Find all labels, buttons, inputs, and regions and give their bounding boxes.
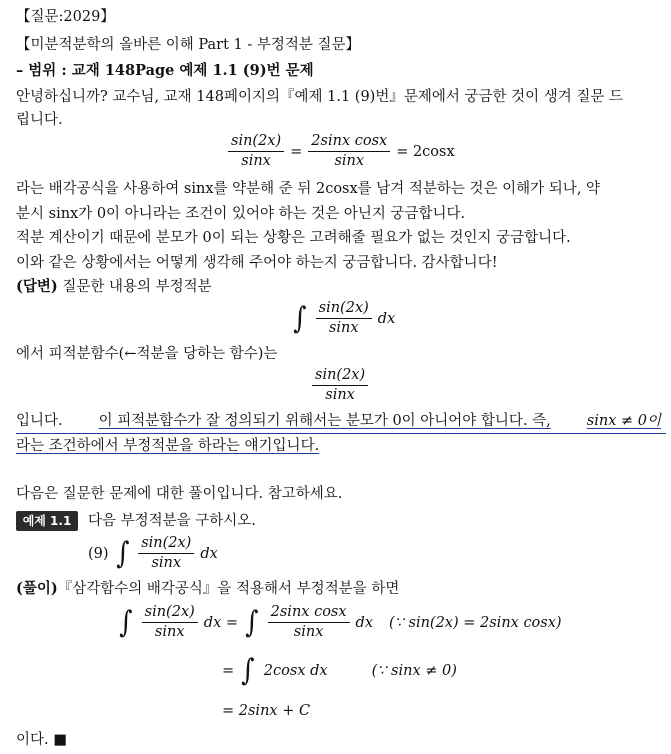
solution-step-1 [118, 603, 562, 642]
example-badge: 예제 1.1 [16, 511, 78, 531]
doc-title: 【미분적분학의 올바른 이해 Part 1 - 부정적분 질문】 [16, 37, 361, 53]
identity-equation: $\frac{\sin(2x)}{\sin x}$ = $\frac{\text{2sinx cosx}}{\sin x}$ = 2cosx [228, 132, 455, 171]
solution-lead: 『삼각함수의 배각공식』을 적용해서 부정적분을 하면 [57, 581, 400, 597]
answer-integral-num: sin(2x) [316, 299, 372, 319]
answer-underlined-2 [16, 436, 319, 456]
answer-lead-line [16, 277, 212, 297]
identity-lhs-num: sin(2x) [228, 132, 284, 152]
answer-underlined-1 [16, 411, 661, 431]
answer-integral-dx: dx [377, 310, 396, 327]
s3-body: = 2sinx + C [222, 703, 311, 719]
answer-integrand [312, 366, 368, 405]
answer-u1-condition: sinx ≠ 0이 [586, 413, 661, 429]
identity-rhs: = 2cosx [396, 143, 455, 160]
answer-integral-den: sinx [328, 320, 359, 336]
answer-integrand-num: sin(2x) [312, 366, 368, 386]
identity-mid-num: 2sinx cosx [308, 132, 390, 152]
s1-num: sin(2x) [142, 603, 198, 623]
example-prompt: 다음 부정적분을 구하시오. [88, 513, 256, 529]
question-intro-a: 안녕하십니까? 교수님, 교재 148페이지의『예제 1.1 (9)번』문제에서 궁금한 것이 생겨 질문 드 [16, 89, 623, 105]
question-id: 【질문:2029】 [16, 9, 115, 25]
s1-rden: sinx [293, 624, 324, 640]
s1-den: sinx [154, 624, 185, 640]
answer-closing: 다음은 질문한 문제에 대한 풀이입니다. 참고하세요. [16, 486, 343, 502]
solution-step-2 [222, 653, 457, 688]
question-p2: 적분 계산이기 때문에 분모가 0이 되는 상황은 고려해줄 필요가 없는 것인지 궁금합니다. [16, 230, 571, 246]
s1-rnum: 2sinx cosx [268, 603, 350, 623]
identity-lhs-den: sinx [241, 153, 271, 169]
example-den: sinx [151, 555, 182, 571]
question-p1a: 라는 배각공식을 사용하여 sinx를 약분해 준 뒤 2cosx를 남겨 적분하는 것은 이해가 되나, 약 [16, 181, 601, 197]
s1-dx: dx = [203, 614, 238, 631]
solution-lead-line [16, 579, 399, 599]
question-p3: 이와 같은 상황에서는 어떻게 생각해 주어야 하는지 궁금합니다. 감사합니다! [16, 255, 498, 271]
s1-rdx: dx [355, 614, 374, 631]
solution-end: 이다. ■ [16, 732, 67, 748]
question-p1b: 분시 sinx가 0이 아니라는 조건이 있어야 하는 것은 아닌지 궁금합니다. [16, 206, 466, 222]
scope-line: – 범위 : 교재 148Page 예제 1.1 (9)번 문제 [16, 62, 314, 79]
identity-mid-den: sinx [334, 153, 365, 169]
answer-u1-underlined: 이 피적분함수가 잘 정의되기 위해서는 분모가 0이 아니어야 합니다. 즉, [98, 413, 551, 429]
example-item-number: (9) [88, 545, 109, 562]
s2-eq: = [222, 663, 235, 679]
answer-integrand-den: sinx [325, 387, 355, 403]
underline-continuation [16, 433, 666, 434]
answer-u1-pre: 입니다. [16, 413, 63, 429]
example-dx: dx [200, 545, 218, 562]
answer-u2-text: 라는 조건하에서 부정적분을 하라는 얘기입니다. [16, 438, 320, 454]
answer-integral [292, 299, 395, 338]
integrand-line: 에서 피적분함수(←적분을 당하는 함수)는 [16, 346, 278, 362]
example-num: sin(2x) [138, 534, 194, 554]
answer-lead: 질문한 내용의 부정적분 [57, 279, 212, 295]
integral-sign-icon: ∫ [115, 535, 130, 571]
integral-sign-icon: ∫ [245, 604, 259, 640]
integral-sign-icon: ∫ [241, 653, 255, 688]
question-intro-b: 립니다. [16, 112, 63, 128]
solution-label: (풀이) [16, 580, 58, 597]
solution-step-3 [222, 703, 310, 719]
s1-reason: (∵ sin(2x) = 2sinx cosx) [389, 614, 562, 631]
answer-label: (답변) [16, 278, 58, 295]
example-integral [88, 534, 218, 573]
s2-reason: (∵ sinx ≠ 0) [371, 663, 457, 679]
s2-body: 2cosx dx [263, 663, 328, 679]
integral-sign-icon: ∫ [293, 300, 307, 336]
integral-sign-icon: ∫ [119, 604, 133, 640]
